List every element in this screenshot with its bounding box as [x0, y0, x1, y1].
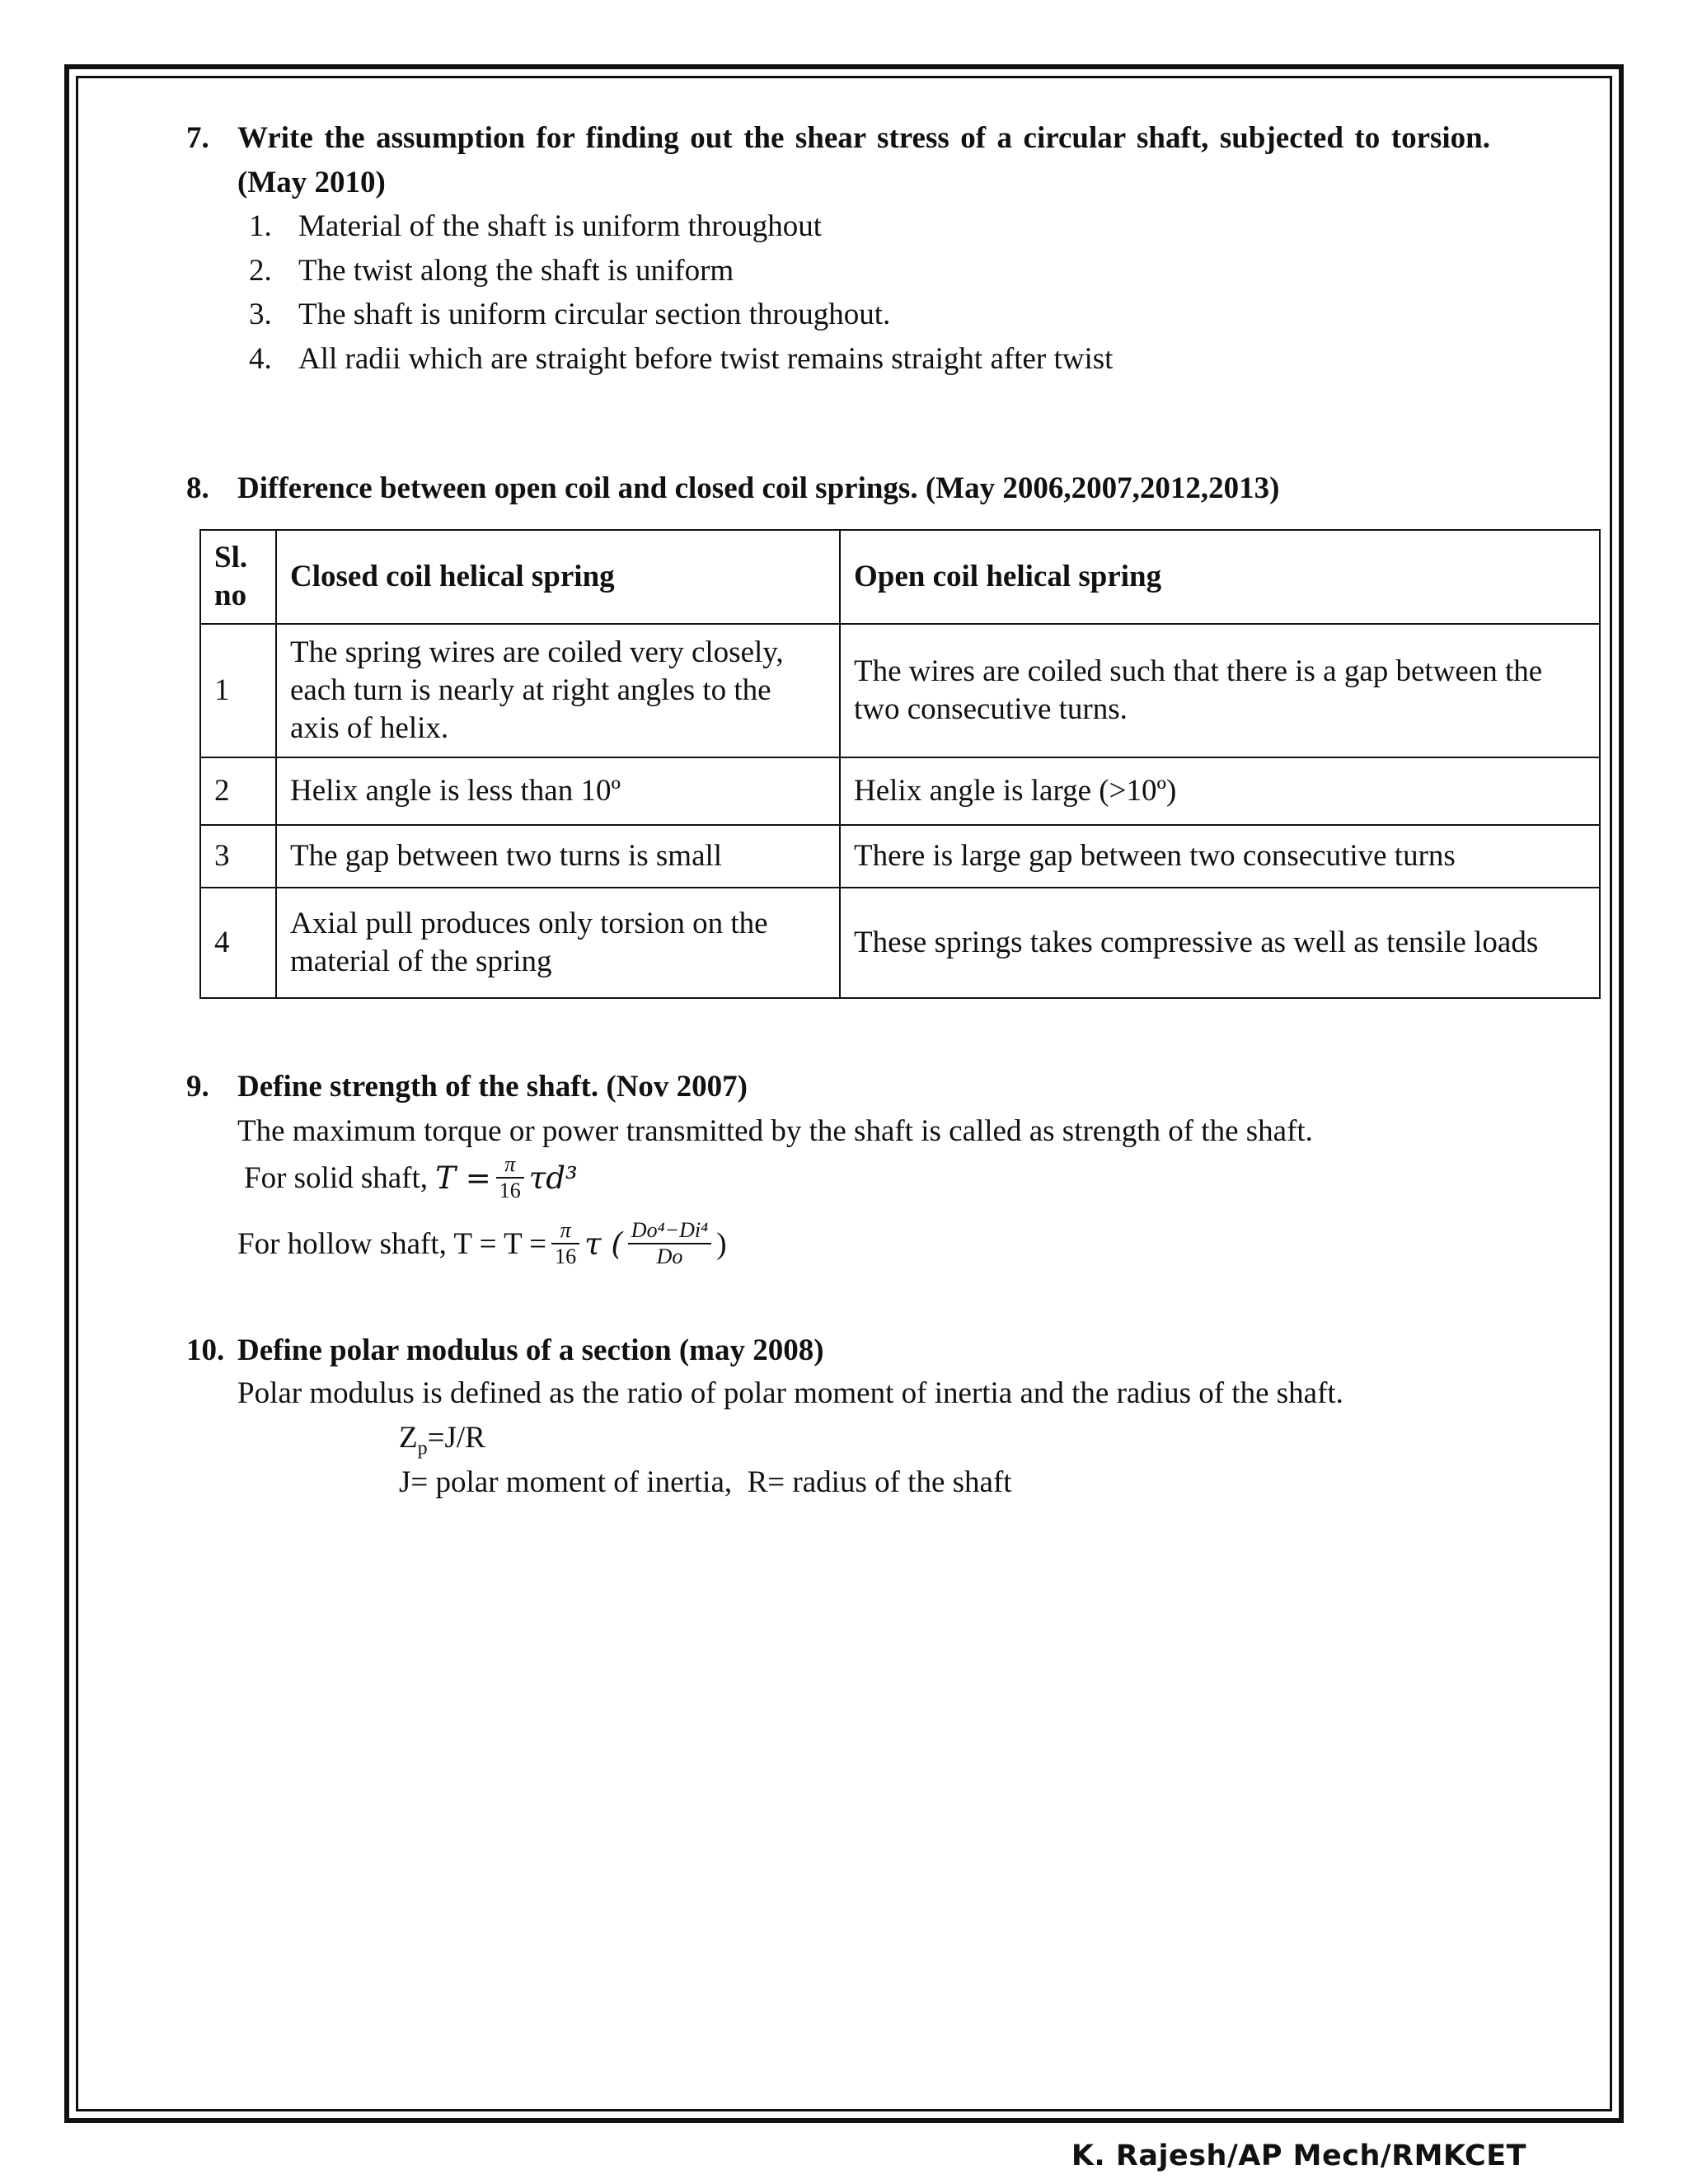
page-footer: K. Rajesh/AP Mech/RMKCET: [1071, 2139, 1526, 2172]
q10-legend: J= polar moment of inertia, R= radius of the shaft: [399, 1465, 1012, 1499]
table-cell: 4: [200, 888, 276, 998]
q9-definition: The maximum torque or power transmitted by the shaft is called as strength of the shaft.: [237, 1114, 1313, 1148]
q10-title: Define polar modulus of a section (may 2008): [237, 1333, 824, 1367]
list-item: 4. All radii which are straight before twist remains straight after twist: [249, 341, 1114, 376]
table-cell: 1: [200, 624, 276, 757]
table-cell: 2: [200, 757, 276, 825]
fraction: $\frac{\pi}{16}$: [496, 1152, 524, 1203]
table-cell: These springs takes compressive as well as tensile loads: [840, 888, 1600, 998]
q7-number: 7.: [186, 121, 209, 155]
spring-comparison-table: [199, 529, 1601, 999]
list-item: 1. Material of the shaft is uniform throughout: [249, 209, 823, 243]
q9-number: 9.: [186, 1070, 209, 1104]
table-row: [200, 825, 1600, 888]
table-cell: 3: [200, 825, 276, 888]
header-open-coil: Open coil helical spring: [840, 530, 1600, 624]
q7-assumption-list: [249, 204, 1113, 381]
q10-formula: $Z_p=J/R$: [399, 1421, 485, 1460]
q7-title: Write the assumption for finding out the shear stress of a circular shaft, subjected to torsion. (May 2010): [237, 121, 1490, 199]
table-header-row: [200, 530, 1600, 624]
table-cell: Helix angle is large (>10º): [840, 757, 1600, 825]
table-cell: The wires are coiled such that there is a gap between the two consecutive turns.: [840, 624, 1600, 757]
table-row: [200, 888, 1600, 998]
q9-title: Define strength of the shaft. (Nov 2007): [237, 1070, 748, 1104]
fraction: $\frac{\pi}{16}$: [551, 1218, 579, 1269]
table-row: [200, 757, 1600, 825]
q10-definition: Polar modulus is defined as the ratio of polar moment of inertia and the radius of the shaft.: [237, 1376, 1343, 1410]
list-item: 3. The shaft is uniform circular section throughout.: [249, 298, 891, 331]
q8-title: Difference between open coil and closed coil springs. (May 2006,2007,2012,2013): [237, 471, 1280, 505]
header-closed-coil: Closed coil helical spring: [276, 530, 840, 624]
q8-number: 8.: [186, 471, 209, 505]
q10-number: 10.: [186, 1333, 225, 1367]
list-item: 2. The twist along the shaft is uniform: [249, 253, 734, 288]
table-cell: Helix angle is less than 10º: [276, 757, 840, 825]
table-cell: There is large gap between two consecutive turns: [840, 825, 1600, 888]
header-sl-no: Sl. no: [200, 530, 276, 624]
table-row: [200, 624, 1600, 757]
table-cell: Axial pull produces only torsion on the material of the spring: [276, 888, 840, 998]
table-cell: The gap between two turns is small: [276, 825, 840, 888]
q9-hollow-formula: For hollow shaft, T = T = $\frac{\pi}{16}$ τ ( $\frac{\text{Do⁴−Di⁴}}{Do}$ ): [237, 1218, 727, 1268]
fraction: $\frac{\text{Do⁴−Di⁴}}{Do}$: [628, 1218, 711, 1269]
q9-solid-formula: For solid shaft, T = $\frac{\pi}{16}$ τd³: [244, 1152, 578, 1202]
table-cell: The spring wires are coiled very closely, each turn is nearly at right angles to the axis of helix.: [276, 624, 840, 757]
